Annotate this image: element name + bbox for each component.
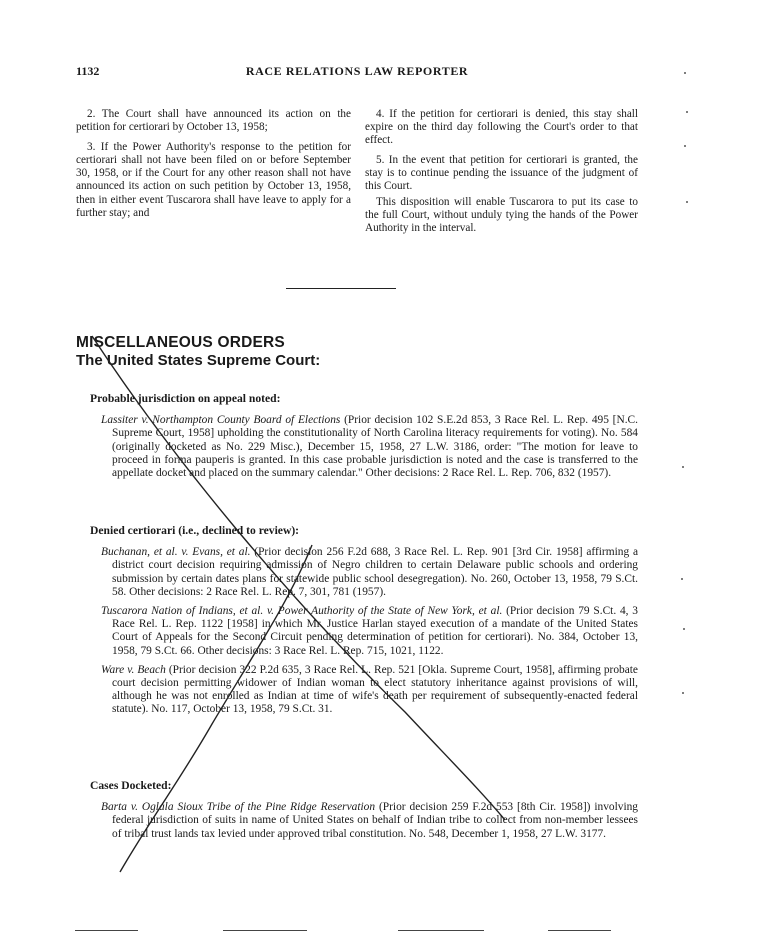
pen-slash-mark <box>92 336 505 820</box>
scan-edge-mark <box>75 930 138 931</box>
case-text: (Prior decision 259 F.2d 553 [8th Cir. 1958]) involving federal jurisdiction of suits in name of United States on behalf of Indian tribe to collect from non-member lessees of tribal trust lands tax levied under approved tribal constitution. No. 548, December 1, 1958, 27 L.W. 3177. <box>112 801 639 840</box>
right-paragraph: 4. If the petition for certiorari is denied, this stay shall expire on the third day following the Court's order to that effect. <box>365 108 638 147</box>
left-paragraph: 3. If the Power Authority's response to the petition for certiorari shall not have been filed on or before September 30, 1958, or if the Court for any other reason shall not have announced its action on such petition by October 13, 1958, then in either event Tuscarora shall have leave to apply for a further stay; and <box>76 141 351 219</box>
page-number: 1132 <box>76 64 100 78</box>
scan-speck <box>681 578 683 580</box>
scan-speck <box>686 111 688 113</box>
scan-speck <box>684 72 686 74</box>
scan-edge-mark <box>548 930 611 931</box>
case-text: (Prior decision 256 F.2d 688, 3 Race Rel. L. Rep. 901 [3rd Cir. 1958] affirming a district court decision requiring admission of Negro children to certain Delaware public schools and ordering submission by certain dates plans for statewide public school desegregation). No. 260, October 13, 1958, 79 S.Ct. 58. Other decisions: 2 Race Rel. L. Rep. 7, 301, 781 (1957). <box>112 546 639 598</box>
case-name: Lassiter v. Northampton County Board of Elections <box>101 414 341 427</box>
right-paragraph: 5. In the event that petition for certiorari is granted, the stay is to continue pending the issuance of the judgment of this Court. <box>365 154 638 193</box>
scan-edge-mark <box>223 930 307 931</box>
case-text: (Prior decision 322 P.2d 635, 3 Race Rel. L. Rep. 521 [Okla. Supreme Court, 1958], affirming probate court decision permitting widower of Indian woman to elect statutory inheritance against provisions of will, although he was not enrolled as Indian at time of wife's death per requirement of subsequently-enacted federal statute). No. 117, October 13, 1958, 79 S.Ct. 31. <box>112 663 638 716</box>
pen-slash-mark <box>120 545 312 872</box>
scan-speck <box>686 201 688 203</box>
section-heading: Probable jurisdiction on appeal noted: <box>90 392 281 405</box>
section-heading: Denied certiorari (i.e., declined to review): <box>90 524 300 537</box>
case-name: Tuscarora Nation of Indians, et al. v. Power Authority of the State of New York, et al. <box>101 605 503 618</box>
case-text: (Prior decision 102 S.E.2d 853, 3 Race Rel. L. Rep. 495 [N.C. Supreme Court, 1958] upholding the constitutionality of North Carolina literacy requirements for voting). No. 584 (originally docketed as No. 229 Misc.), December 15, 1958, 27 L.W. 3186, order: "The motion for leave to proceed in forma pauperis is granted. In this case probable jurisdiction is noted and the case is transferred to the appellate docket and placed on the summary calendar." Other decisions: 2 Race Rel. L. Rep. 706, 832 (1957). <box>112 414 638 480</box>
case-name: Barta v. Oglala Sioux Tribe of the Pine Ridge Reservation <box>101 801 376 814</box>
scan-speck <box>683 628 685 630</box>
court-heading: The United States Supreme Court: <box>76 352 321 369</box>
case-name: Buchanan, et al. v. Evans, et al. <box>101 546 251 559</box>
miscellaneous-orders-heading: MISCELLANEOUS ORDERS <box>76 334 285 351</box>
section-heading: Cases Docketed: <box>90 779 172 792</box>
scan-edge-mark <box>398 930 484 931</box>
scan-speck <box>684 145 686 147</box>
case-name: Ware v. Beach <box>101 663 166 676</box>
left-paragraph: 2. The Court shall have announced its action on the petition for certiorari by October 13, 1958; <box>76 108 351 134</box>
scan-speck <box>682 466 684 468</box>
scan-speck <box>682 692 684 694</box>
case-text: (Prior decision 79 S.Ct. 4, 3 Race Rel. L. Rep. 1122 [1958] in which Mr. Justice Harlan stayed execution of a mandate of the United States Court of Appeals for the Second Circuit pending determination of petition for certiorari). No. 384, October 13, 1958, 79 S.Ct. 66. Other decisions: 3 Race Rel. L. Rep. 715, 1021, 1122. <box>112 605 638 657</box>
running-title: RACE RELATIONS LAW REPORTER <box>245 64 469 78</box>
right-paragraph: This disposition will enable Tuscarora to put its case to the full Court, without unduly tying the hands of the Power Authority in the interval. <box>365 195 638 234</box>
